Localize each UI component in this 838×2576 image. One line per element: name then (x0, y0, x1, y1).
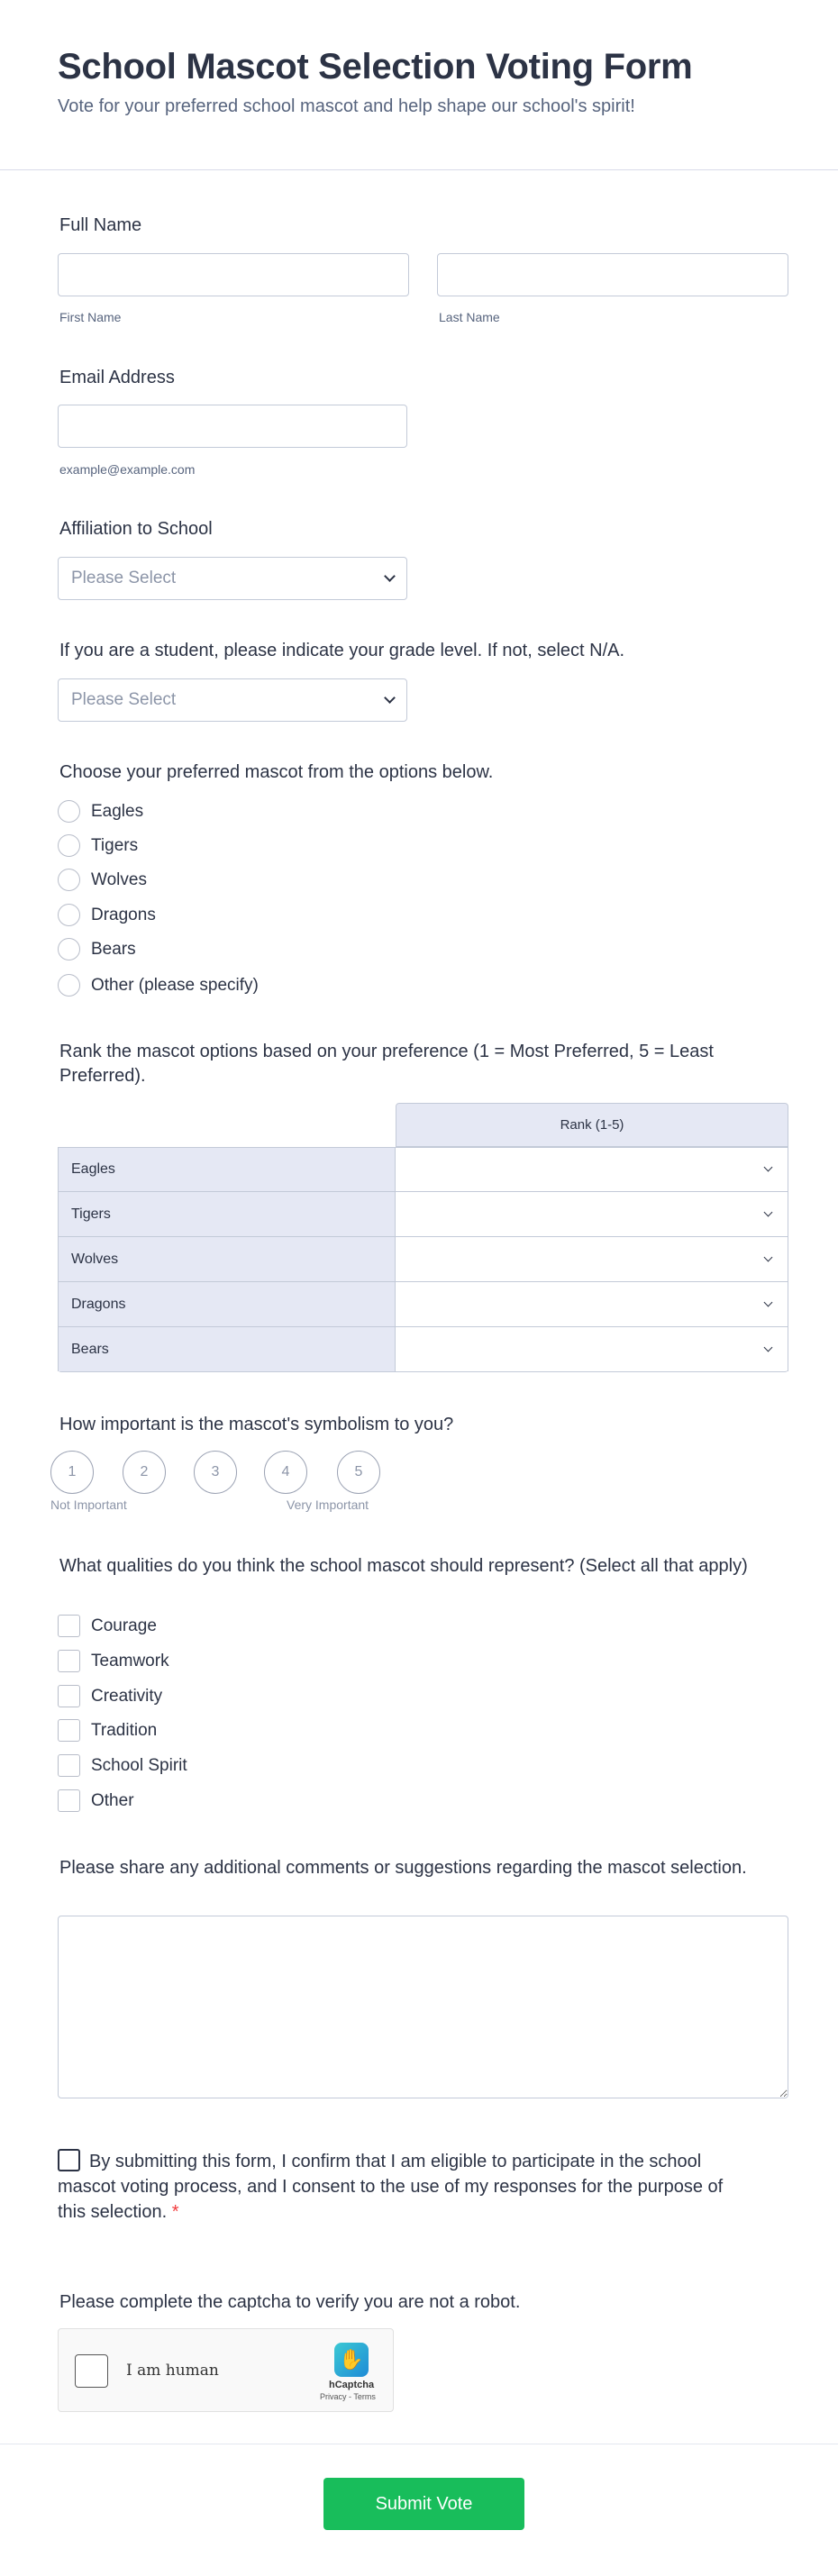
table-row (58, 1192, 788, 1237)
comments-label: Please share any additional comments or suggestions regarding the mascot selection. (59, 1858, 747, 1878)
page-subtitle: Vote for your preferred school mascot and help shape our school's spirit! (58, 96, 635, 116)
rank-select[interactable] (396, 1327, 788, 1371)
mascot-option[interactable] (58, 800, 143, 823)
option-label: Creativity (91, 1686, 163, 1706)
rank-label: Rank the mascot options based on your preference (1 = Most Preferred, 5 = Least Preferred). (59, 1042, 714, 1086)
scale-option-2[interactable]: 2 (123, 1451, 166, 1494)
checkbox[interactable] (58, 1719, 80, 1742)
table-row (58, 1282, 788, 1327)
table-row (58, 1327, 788, 1372)
option-label: Courage (91, 1616, 157, 1635)
radio-button[interactable] (58, 869, 80, 891)
option-label: Bears (91, 939, 136, 959)
submit-button[interactable]: Submit Vote (323, 2478, 524, 2530)
scale-option-5[interactable]: 5 (337, 1451, 380, 1494)
mascot-option[interactable] (58, 974, 259, 997)
scale-option-4[interactable]: 4 (264, 1451, 307, 1494)
grade-select[interactable] (58, 678, 407, 722)
rank-select[interactable] (396, 1192, 788, 1236)
affiliation-select[interactable] (58, 557, 407, 600)
quality-option[interactable] (58, 1789, 134, 1812)
rank-select[interactable] (396, 1282, 788, 1326)
header-divider (0, 169, 838, 170)
mascot-label: Choose your preferred mascot from the options below. (59, 762, 494, 782)
grade-label: If you are a student, please indicate your grade level. If not, select N/A. (59, 641, 625, 660)
table-row (58, 1147, 788, 1192)
chevron-down-icon (764, 1163, 773, 1172)
captcha-checkbox-label: I am human (126, 2362, 219, 2380)
quality-option[interactable] (58, 1615, 157, 1637)
hcaptcha-widget (58, 2328, 394, 2412)
grade-selected: Please Select (71, 690, 177, 709)
chevron-down-icon (764, 1343, 773, 1352)
hcaptcha-links[interactable]: Privacy - Terms (320, 2392, 376, 2401)
row-label: Tigers (58, 1192, 396, 1236)
quality-option[interactable] (58, 1650, 169, 1672)
symbolism-label: How important is the mascot's symbolism to you? (59, 1415, 454, 1434)
row-label: Dragons (58, 1282, 396, 1326)
email-sublabel: example@example.com (59, 462, 196, 477)
page-title: School Mascot Selection Voting Form (58, 47, 693, 86)
chevron-down-icon (384, 692, 396, 704)
qualities-label: What qualities do you think the school mascot should represent? (Select all that apply) (59, 1556, 748, 1576)
row-label: Eagles (58, 1148, 396, 1191)
checkbox[interactable] (58, 1789, 80, 1812)
row-label: Wolves (58, 1237, 396, 1281)
chevron-down-icon (764, 1297, 773, 1306)
option-label: Tigers (91, 835, 139, 855)
option-label: School Spirit (91, 1755, 187, 1775)
hcaptcha-brand: hCaptcha (329, 2380, 375, 2390)
mascot-option[interactable] (58, 938, 136, 960)
option-label: Wolves (91, 869, 147, 889)
email-input[interactable] (58, 405, 407, 448)
radio-button[interactable] (58, 904, 80, 926)
captcha-checkbox[interactable] (75, 2354, 108, 2388)
option-label: Other (91, 1790, 134, 1810)
rank-select[interactable] (396, 1237, 788, 1281)
hcaptcha-logo-icon: ✋ (334, 2343, 369, 2377)
checkbox[interactable] (58, 1685, 80, 1707)
captcha-label: Please complete the captcha to verify you are not a robot. (59, 2292, 521, 2312)
checkbox[interactable] (58, 1754, 80, 1777)
mascot-option[interactable] (58, 869, 147, 891)
option-label: Teamwork (91, 1651, 169, 1670)
scale-option-1[interactable]: 1 (50, 1451, 94, 1494)
quality-option[interactable] (58, 1719, 157, 1742)
consent-field (58, 2149, 724, 2225)
comments-textarea[interactable] (58, 1916, 788, 2098)
radio-button[interactable] (58, 834, 80, 857)
consent-checkbox[interactable] (58, 2149, 80, 2171)
consent-text: By submitting this form, I confirm that I am eligible to participate in the school mascot voting process, and I consent to the use of my responses for the purpose of this selection. (58, 2152, 724, 2222)
email-label: Email Address (59, 368, 175, 387)
required-mark: * (171, 2202, 179, 2222)
rank-select[interactable] (396, 1148, 788, 1191)
row-label: Bears (58, 1327, 396, 1371)
option-label: Other (please specify) (91, 975, 259, 995)
checkbox[interactable] (58, 1650, 80, 1672)
last-name-sublabel: Last Name (439, 310, 500, 324)
scale-max-label: Very Important (287, 1497, 369, 1512)
radio-button[interactable] (58, 800, 80, 823)
quality-option[interactable] (58, 1754, 187, 1777)
option-label: Tradition (91, 1720, 158, 1740)
full-name-label: Full Name (59, 215, 142, 235)
checkbox[interactable] (58, 1615, 80, 1637)
quality-option[interactable] (58, 1685, 162, 1707)
chevron-down-icon (764, 1207, 773, 1216)
chevron-down-icon (764, 1252, 773, 1261)
rank-column-header: Rank (1-5) (396, 1103, 788, 1147)
option-label: Dragons (91, 905, 156, 924)
mascot-option[interactable] (58, 904, 156, 926)
affiliation-selected: Please Select (71, 569, 177, 587)
last-name-input[interactable] (437, 253, 788, 296)
radio-button[interactable] (58, 974, 80, 997)
mascot-option[interactable] (58, 834, 138, 857)
first-name-sublabel: First Name (59, 310, 122, 324)
radio-button[interactable] (58, 938, 80, 960)
table-row (58, 1237, 788, 1282)
scale-option-3[interactable]: 3 (194, 1451, 237, 1494)
option-label: Eagles (91, 801, 144, 821)
scale-min-label: Not Important (50, 1497, 127, 1512)
affiliation-label: Affiliation to School (59, 519, 213, 539)
chevron-down-icon (384, 570, 396, 582)
first-name-input[interactable] (58, 253, 409, 296)
